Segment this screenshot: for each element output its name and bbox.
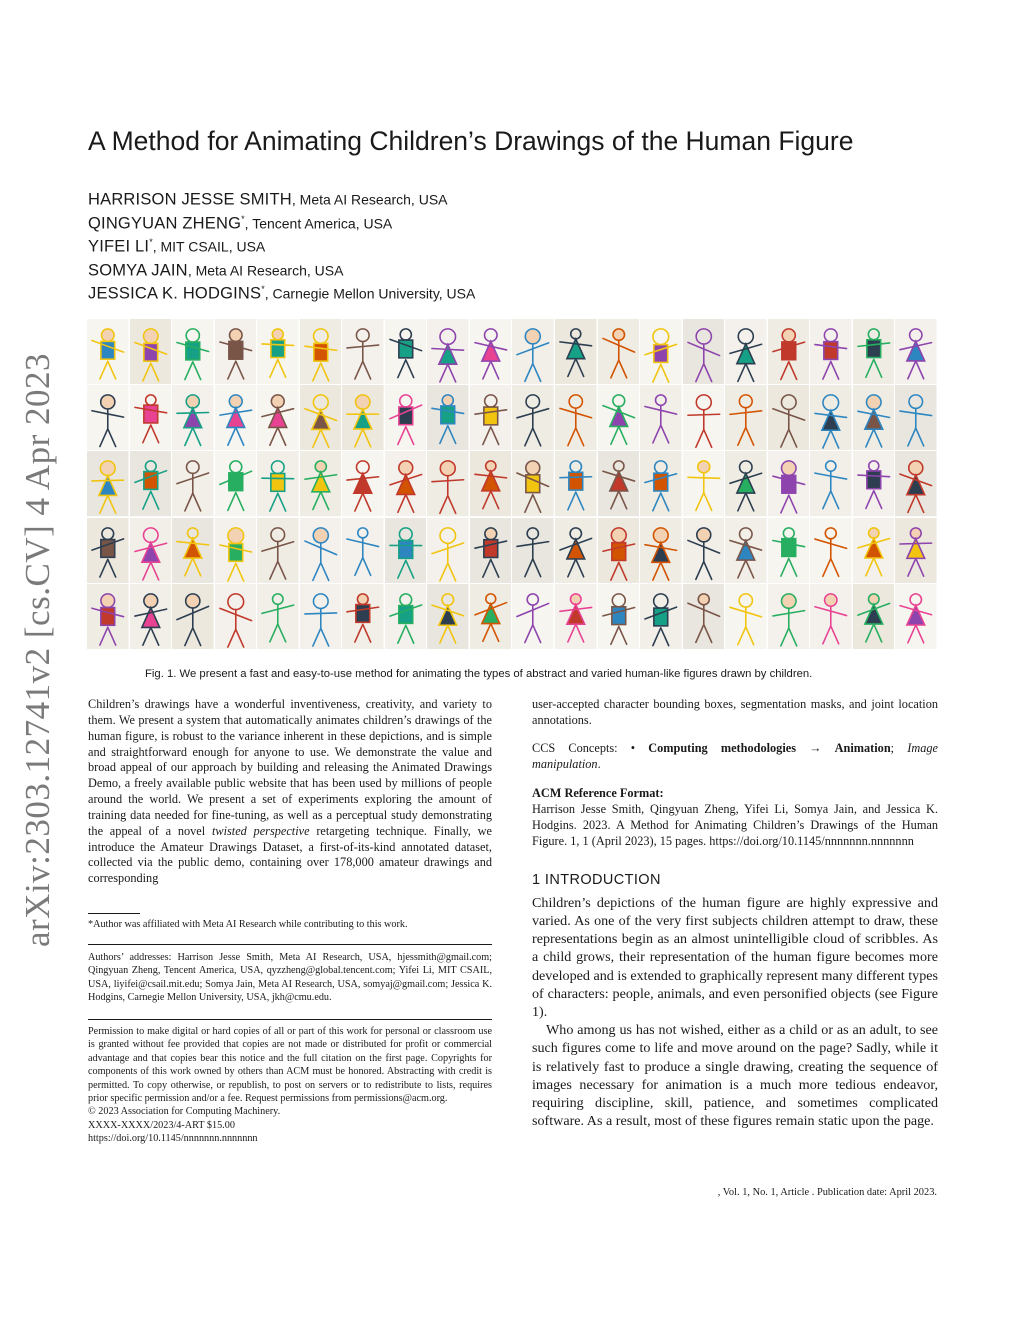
intro-paragraph: Who among us has not wished, either as a child or as an adult, to see such figures come to life and move around on the page? Sadly, while it is relatively fast to produce a single drawing, creating the sequence of images necessary for animation is a much more tedious endeavor, requiring discipline, skill, patience, and sometimes complicated software. As a result, most of these figures remain static upon the page. [532, 1022, 938, 1130]
paper-title: A Method for Animating Children’s Drawings of the Human Figure [88, 126, 854, 156]
copyright-line: © 2023 Association for Computing Machinery. [88, 1106, 281, 1118]
abstract-emphasis: twisted perspective [211, 823, 310, 838]
drawings-figure [87, 319, 937, 649]
drawing-thumbnail [427, 451, 469, 516]
drawing-thumbnail [87, 385, 129, 450]
drawing-thumbnail [427, 319, 469, 384]
author-affiliation: , Meta AI Research, USA [187, 261, 344, 278]
drawing-thumbnail [768, 451, 810, 516]
drawing-thumbnail [810, 518, 852, 583]
drawing-thumbnail [895, 584, 937, 649]
author-line [88, 278, 788, 302]
drawing-thumbnail [342, 584, 384, 649]
author-mark: * [241, 213, 245, 224]
drawing-thumbnail [810, 385, 852, 450]
drawing-thumbnail [342, 319, 384, 384]
abstract-part: retargeting technique. Finally, we introduce the Amateur Drawings Dataset, a first-of-its-kind annotated dataset, collected via the public demo, containing over 178,000 amateur drawings and corresponding [88, 823, 492, 886]
drawing-thumbnail [725, 518, 767, 583]
drawing-thumbnail [257, 584, 299, 649]
footnote: *Author was affiliated with Meta AI Research while contributing to this work. [88, 919, 408, 930]
drawing-thumbnail [385, 518, 427, 583]
ccs-arrow: → [796, 740, 835, 755]
author-affiliation: , Tencent America, USA [244, 214, 393, 231]
acm-reference-text: Harrison Jesse Smith, Qingyuan Zheng, Yifei Li, Somya Jain, and Jessica K. Hodgins. 2023. A Method for Animating Children’s Drawings of the Human Figure. 1, 1 (April 2023), 15 pages. https://doi.org/10.1145/nnnnnnn.nnnnnnn [532, 802, 938, 848]
drawing-thumbnail [725, 584, 767, 649]
author-mark: * [149, 237, 153, 247]
ccs-sep: ; [890, 740, 908, 755]
author-name: YIFEI LI [88, 237, 150, 256]
drawing-thumbnail [470, 451, 512, 516]
author-name: HARRISON JESSE SMITH [88, 190, 292, 209]
author-line [88, 208, 788, 232]
drawing-thumbnail [257, 319, 299, 384]
author-list [88, 184, 788, 302]
drawing-thumbnail [215, 451, 257, 516]
ccs-term: Animation [834, 740, 891, 755]
drawing-thumbnail [215, 584, 257, 649]
drawing-thumbnail [555, 385, 597, 450]
drawing-thumbnail [598, 319, 640, 384]
drawing-thumbnail [470, 319, 512, 384]
drawing-thumbnail [598, 451, 640, 516]
drawing-thumbnail [172, 385, 214, 450]
drawing-thumbnail [768, 319, 810, 384]
drawing-thumbnail [130, 319, 172, 384]
intro-paragraph: Children’s depictions of the human figure are highly expressive and varied. As one of the very first subjects children attempt to draw, these representations begin as an almost unintelligible cloud of scribbles. As a child grows, their representation of the human figure becomes more developed and is extended to graphically represent many different types of characters: people, animals, and even personified objects (see Figure 1). [532, 894, 938, 1020]
ccs-prefix: CCS Concepts: • [532, 740, 649, 755]
author-affiliation: , MIT CSAIL, USA [152, 238, 266, 255]
drawing-thumbnail [895, 385, 937, 450]
drawing-thumbnail [853, 518, 895, 583]
ccs-term-italic: Image manipulation [532, 740, 938, 771]
author-name: QINGYUAN ZHENG [88, 213, 242, 232]
ccs-term: Computing methodologies [648, 740, 796, 755]
drawing-thumbnail [512, 319, 554, 384]
drawing-thumbnail [895, 451, 937, 516]
drawing-thumbnail [470, 584, 512, 649]
permission-rule [88, 1019, 492, 1020]
drawing-thumbnail [342, 518, 384, 583]
drawing-thumbnail [640, 518, 682, 583]
drawing-thumbnail [342, 385, 384, 450]
author-affiliation: , Carnegie Mellon University, USA [264, 285, 476, 302]
drawing-thumbnail [300, 518, 342, 583]
drawing-thumbnail [810, 584, 852, 649]
drawing-thumbnail [87, 451, 129, 516]
address-rule [88, 944, 492, 945]
author-addresses: Authors’ addresses: Harrison Jesse Smith, Meta AI Research, USA, hjessmith@gmail.com; Qingyuan Zheng, Tencent America, USA, qyzzheng@global.tencent.com; Yifei Li, MIT CSAIL, USA, liyifei@csail.mit.edu; Somya Jain, Meta AI Research, USA, somyaj@gmail.com; Jessica K. Hodgins, Carnegie Mellon University, USA, jkh@cmu.edu. [88, 952, 492, 1004]
drawing-thumbnail [130, 518, 172, 583]
author-affiliation: , Meta AI Research, USA [291, 191, 448, 208]
drawing-thumbnail [172, 584, 214, 649]
drawing-thumbnail [130, 451, 172, 516]
drawing-thumbnail [300, 584, 342, 649]
drawing-thumbnail [470, 518, 512, 583]
drawing-thumbnail [87, 584, 129, 649]
drawing-thumbnail [300, 319, 342, 384]
drawing-thumbnail [725, 319, 767, 384]
drawing-thumbnail [768, 385, 810, 450]
ccs-concepts [532, 741, 938, 773]
acm-reference-heading: ACM Reference Format: [532, 786, 664, 801]
drawing-thumbnail [725, 451, 767, 516]
drawing-thumbnail [172, 319, 214, 384]
drawing-thumbnail [895, 319, 937, 384]
drawing-thumbnail [683, 518, 725, 583]
drawing-thumbnail [257, 451, 299, 516]
author-line [88, 184, 788, 208]
issn-line: XXXX-XXXX/2023/4-ART $15.00 [88, 1119, 235, 1131]
author-line [88, 231, 788, 255]
figure-caption: Fig. 1. We present a fast and easy-to-use method for animating the types of abstract and varied human-like figures drawn by children. [145, 668, 813, 680]
drawing-thumbnail [853, 385, 895, 450]
drawing-thumbnail [555, 451, 597, 516]
drawing-thumbnail [895, 518, 937, 583]
drawing-thumbnail [512, 518, 554, 583]
right-column [532, 697, 938, 1130]
drawing-thumbnail [598, 518, 640, 583]
author-name: JESSICA K. HODGINS [88, 284, 262, 303]
drawing-thumbnail [640, 584, 682, 649]
permission-block [88, 1025, 492, 1146]
drawing-thumbnail [853, 584, 895, 649]
drawing-thumbnail [683, 385, 725, 450]
drawing-thumbnail [172, 518, 214, 583]
section-heading: 1 INTRODUCTION [532, 871, 661, 888]
drawing-thumbnail [427, 518, 469, 583]
drawing-thumbnail [640, 385, 682, 450]
drawing-thumbnail [555, 319, 597, 384]
drawing-thumbnail [130, 385, 172, 450]
drawing-thumbnail [427, 385, 469, 450]
ccs-end: . [597, 756, 601, 771]
left-column [88, 697, 492, 887]
drawing-thumbnail [598, 385, 640, 450]
drawing-thumbnail [385, 451, 427, 516]
drawing-thumbnail [172, 451, 214, 516]
doi-line[interactable]: https://doi.org/10.1145/nnnnnnn.nnnnnnn [88, 1133, 258, 1145]
abstract-continued: user-accepted character bounding boxes, segmentation masks, and joint location annotations. [532, 697, 938, 727]
abstract-part: Children’s drawings have a wonderful inventiveness, creativity, and variety to them. We present a system that automatically animates children’s drawings of the human figure, is robust to the variance inherent in these depictions, and is simple and straightforward enough for anyone to use. We demonstrate the value and broad appeal of our approach by building and releasing the Animated Drawings Demo, a freely available public website that has been used by millions of people around the world. We present a set of experiments exploring the amount of training data needed for fine-tuning, as well as a perceptual study demonstrating the appeal of a novel [88, 697, 492, 838]
drawing-thumbnail [87, 518, 129, 583]
arxiv-stamp [8, 352, 68, 948]
drawing-thumbnail [300, 385, 342, 450]
drawing-thumbnail [385, 584, 427, 649]
drawing-thumbnail [427, 584, 469, 649]
drawing-thumbnail [512, 584, 554, 649]
drawing-thumbnail [768, 518, 810, 583]
drawing-thumbnail [470, 385, 512, 450]
drawing-thumbnail [640, 319, 682, 384]
arxiv-stamp-text: arXiv:2303.12741v2 [cs.CV] 4 Apr 2023 [18, 352, 57, 948]
drawing-thumbnail [810, 451, 852, 516]
drawing-thumbnail [87, 319, 129, 384]
drawing-thumbnail [683, 584, 725, 649]
drawing-thumbnail [130, 584, 172, 649]
drawing-thumbnail [725, 385, 767, 450]
drawing-thumbnail [853, 451, 895, 516]
author-name: SOMYA JAIN [88, 260, 188, 279]
drawing-thumbnail [683, 319, 725, 384]
page-footer: , Vol. 1, No. 1, Article . Publication date: April 2023. [717, 1187, 937, 1198]
drawing-thumbnail [215, 319, 257, 384]
drawing-thumbnail [853, 319, 895, 384]
footnote-rule [88, 913, 140, 914]
drawing-thumbnail [512, 451, 554, 516]
drawing-thumbnail [215, 518, 257, 583]
drawing-thumbnail [512, 385, 554, 450]
drawing-thumbnail [257, 385, 299, 450]
permission-text: Permission to make digital or hard copies of all or part of this work for personal or classroom use is granted without fee provided that copies are not made or distributed for profit or commercial advantage and that copies bear this notice and the full citation on the first page. Copyrights for components of this work owned by others than ACM must be honored. Abstracting with credit is permitted. To copy otherwise, or republish, to post on servers or to redistribute to lists, requires prior specific permission and/or a fee. Request permissions from permissions@acm.org. [88, 1026, 492, 1105]
drawing-thumbnail [342, 451, 384, 516]
author-mark: * [261, 284, 265, 294]
drawing-thumbnail [257, 518, 299, 583]
drawing-thumbnail [555, 584, 597, 649]
drawing-thumbnail [555, 518, 597, 583]
drawing-thumbnail [810, 319, 852, 384]
drawing-thumbnail [683, 451, 725, 516]
drawing-thumbnail [300, 451, 342, 516]
drawing-thumbnail [598, 584, 640, 649]
drawing-thumbnail [768, 584, 810, 649]
drawing-thumbnail [385, 319, 427, 384]
drawing-thumbnail [640, 451, 682, 516]
drawing-thumbnail [385, 385, 427, 450]
author-line [88, 255, 788, 279]
drawing-thumbnail [215, 385, 257, 450]
abstract-text [88, 697, 492, 887]
